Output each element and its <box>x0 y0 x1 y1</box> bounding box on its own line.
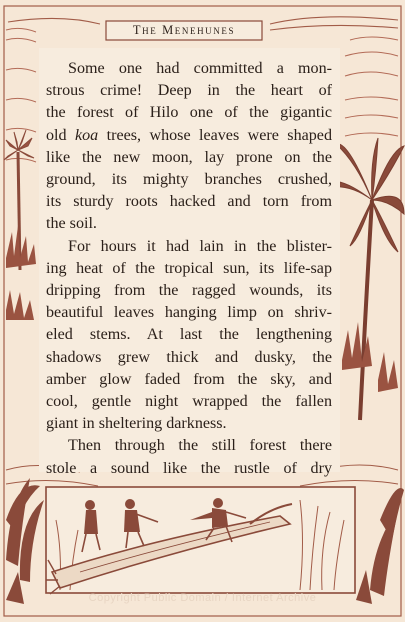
text-line: eled stems. At last the lengthening <box>46 326 332 344</box>
paragraph-2 <box>46 236 332 436</box>
text-line: cool, gentle night wrapped the fallen <box>46 393 332 411</box>
watermark: Copyright Public Domain / Internet Archive <box>88 592 317 604</box>
text-line: shadows grew thick and dusky, the <box>46 348 332 366</box>
text-line: stole a sound like the rustle of dry <box>46 459 332 477</box>
text-line: ing heat of the tropical sun, its life-sap <box>46 259 332 277</box>
text-line: Some one had committed a mon- <box>68 60 332 77</box>
paragraph-3 <box>46 435 332 479</box>
text-line: its sturdy roots hacked and torn from <box>46 193 332 211</box>
text-line: Then through the still forest there <box>68 437 332 455</box>
text-line: strous crime! Deep in the heart of <box>46 82 332 100</box>
text-line: the forest of Hilo one of the gigantic <box>46 104 332 122</box>
text-line: For hours it had lain in the blister- <box>68 237 332 255</box>
running-header: The Menehunes <box>132 23 236 37</box>
text-line: the soil. <box>46 215 97 233</box>
text-line: amber glow faded from the sky, and <box>46 370 332 388</box>
text-line: giant in sheltering darkness. <box>46 415 227 433</box>
body-text <box>46 58 332 480</box>
paragraph-1 <box>46 58 332 236</box>
text-line: like the new moon, lay prone on the <box>46 148 332 166</box>
text-line: dripping from the ragged wounds, its <box>46 282 332 300</box>
italic-term: koa <box>74 126 99 144</box>
text-line-with-italic: old koa trees, whose leaves were shaped <box>46 126 332 144</box>
text-line: beautiful leaves hanging limp on shriv- <box>46 304 332 322</box>
text-line: ground, its mighty branches crushed, <box>46 171 332 189</box>
